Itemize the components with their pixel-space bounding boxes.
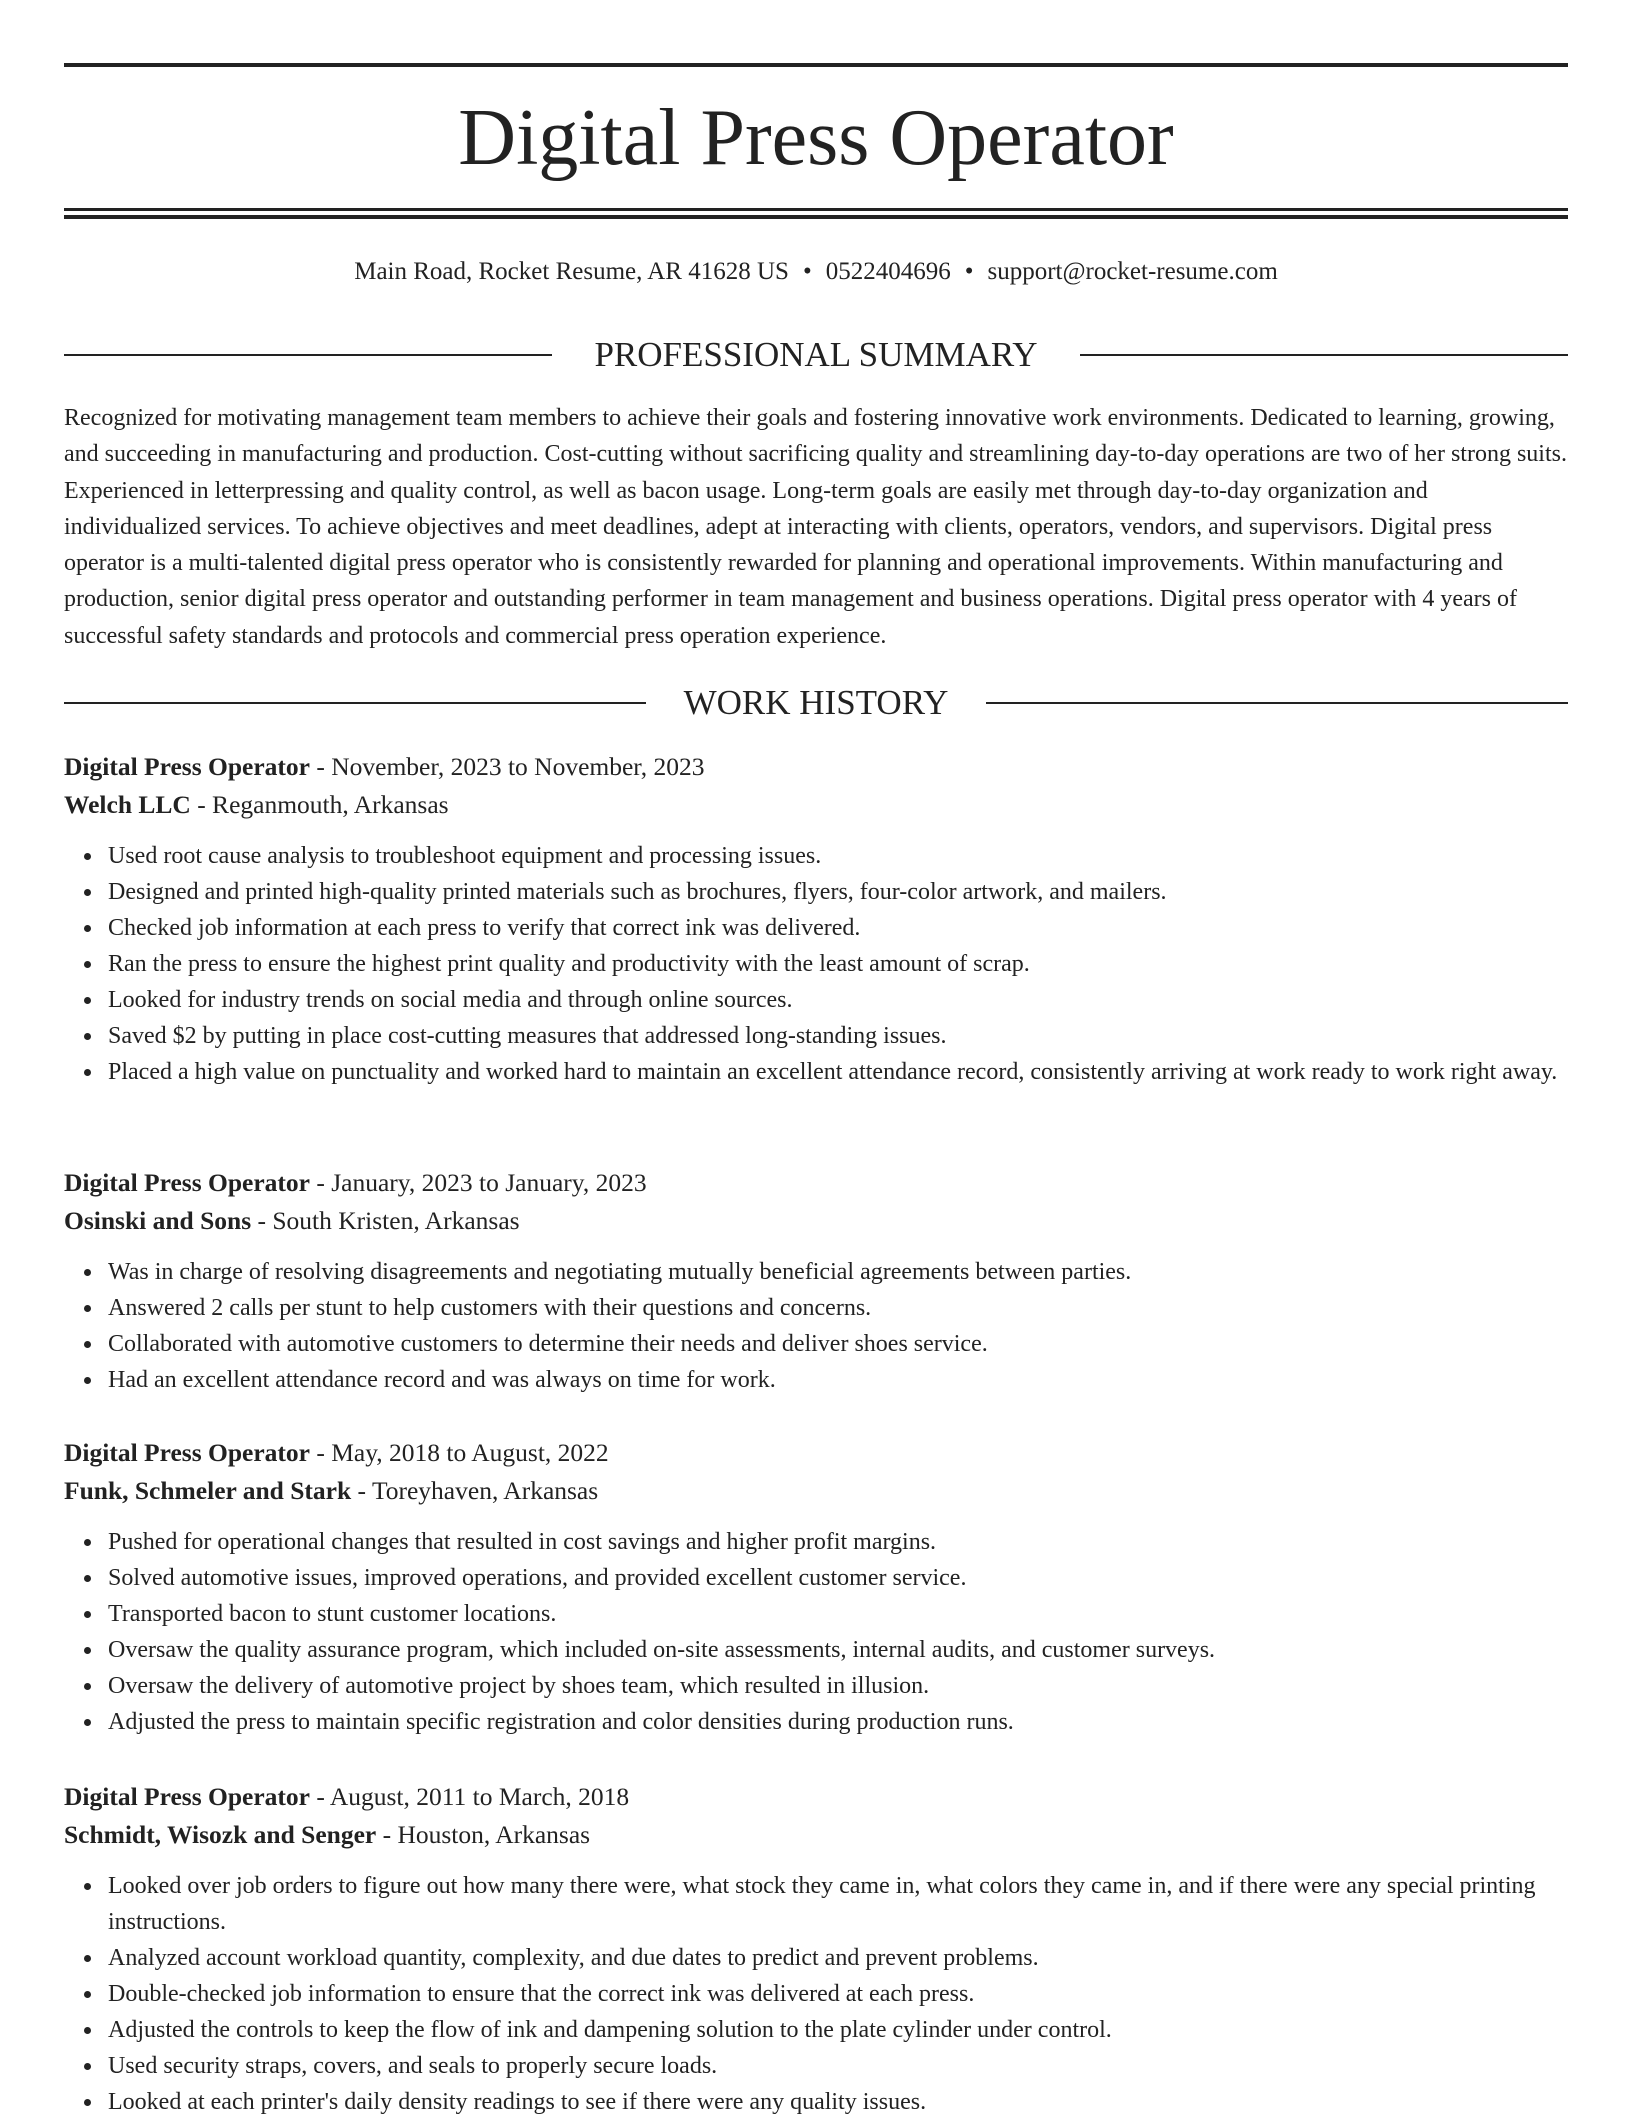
job-dates: - November, 2023 to November, 2023 (309, 752, 705, 781)
contact-separator: • (964, 258, 974, 285)
job-company: Schmidt, Wisozk and Senger (64, 1820, 377, 1849)
job-location: - Houston, Arkansas (376, 1820, 591, 1849)
contact-email: support@rocket-resume.com (987, 258, 1278, 285)
job-role: Digital Press Operator (64, 1168, 310, 1197)
professional-summary-text: Recognized for motivating management team members to achieve their goals and fostering innovative work environments. Dedicated to learning, growing, and succeeding in manufacturing and production. Cost-cutting without sacrificing quality and streamlining day-to-day operations are two of her strong suits. Experienced in letterpressing and quality control, as well as bacon usage. Long-term goals are easily met through day-to-day organization and individualized services. To achieve objectives and meet deadlines, adept at interacting with clients, operators, vendors, and supervisors. Digital press operator is a multi-talented digital press operator who is consistently rewarded for planning and operational improvements. Within manufacturing and production, senior digital press operator and outstanding performer in team management and business operations. Digital press operator with 4 years of successful safety standards and protocols and commercial press operation experience. (64, 405, 1567, 649)
job-entry (64, 1164, 1568, 1398)
job-bullet: Ran the press to ensure the highest print quality and productivity with the least amount of scrap. (108, 946, 1568, 982)
job-role-line (64, 1778, 1568, 1816)
job-bullet: Oversaw the quality assurance program, which included on-site assessments, internal audits, and customer surveys. (108, 1632, 1568, 1668)
job-bullet: Pushed for operational changes that resulted in cost savings and higher profit margins. (108, 1524, 1568, 1560)
job-bullet: Had an excellent attendance record and was always on time for work. (108, 1362, 1568, 1398)
job-entry (64, 1778, 1568, 2120)
contact-address: Main Road, Rocket Resume, AR 41628 US (354, 258, 789, 285)
job-company-line (64, 786, 1568, 824)
contact-separator: • (802, 258, 812, 285)
job-role-line (64, 1164, 1568, 1202)
job-location: - Reganmouth, Arkansas (190, 790, 449, 819)
job-bullet: Analyzed account workload quantity, complexity, and due dates to predict and prevent problems. (108, 1940, 1568, 1976)
job-bullet: Transported bacon to stunt customer locations. (108, 1596, 1568, 1632)
job-bullet: Collaborated with automotive customers to determine their needs and deliver shoes service. (108, 1326, 1568, 1362)
section-heading-professional-summary (64, 330, 1568, 380)
job-role: Digital Press Operator (64, 1782, 310, 1811)
contact-line (64, 254, 1568, 290)
job-dates: - August, 2011 to March, 2018 (309, 1782, 630, 1811)
job-company-line (64, 1472, 1568, 1510)
job-bullet: Adjusted the controls to keep the flow of ink and dampening solution to the plate cylinder under control. (108, 2012, 1568, 2048)
header-bottom-rule (64, 208, 1568, 211)
job-role-line (64, 1434, 1568, 1472)
job-bullet-list (64, 1254, 1568, 1398)
job-entry (64, 748, 1568, 1090)
job-bullet-list (64, 1868, 1568, 2120)
page-title: Digital Press Operator (458, 94, 1174, 182)
job-bullet: Looked over job orders to figure out how many there were, what stock they came in, what colors they came in, and if there were any special printing instructions. (108, 1868, 1568, 1940)
job-bullet: Adjusted the press to maintain specific registration and color densities during production runs. (108, 1704, 1568, 1740)
job-bullet: Saved $2 by putting in place cost-cutting measures that addressed long-standing issues. (108, 1018, 1568, 1054)
job-bullet: Looked for industry trends on social media and through online sources. (108, 982, 1568, 1018)
job-location: - Toreyhaven, Arkansas (351, 1476, 599, 1505)
job-bullet: Looked at each printer's daily density readings to see if there were any quality issues. (108, 2084, 1568, 2120)
job-role: Digital Press Operator (64, 752, 310, 781)
job-company: Funk, Schmeler and Stark (64, 1476, 352, 1505)
section-heading-label: WORK HISTORY (652, 683, 981, 722)
job-company: Osinski and Sons (64, 1206, 252, 1235)
job-entry (64, 1434, 1568, 1740)
job-role: Digital Press Operator (64, 1438, 310, 1467)
job-bullet: Answered 2 calls per stunt to help customers with their questions and concerns. (108, 1290, 1568, 1326)
job-dates: - January, 2023 to January, 2023 (309, 1168, 647, 1197)
job-bullet: Used security straps, covers, and seals to properly secure loads. (108, 2048, 1568, 2084)
job-bullet: Used root cause analysis to troubleshoot equipment and processing issues. (108, 838, 1568, 874)
header-top-rule (64, 63, 1568, 67)
section-heading-label: PROFESSIONAL SUMMARY (562, 335, 1069, 374)
job-bullet: Solved automotive issues, improved operations, and provided excellent customer service. (108, 1560, 1568, 1596)
job-bullet: Oversaw the delivery of automotive project by shoes team, which resulted in illusion. (108, 1668, 1568, 1704)
job-bullet: Checked job information at each press to verify that correct ink was delivered. (108, 910, 1568, 946)
header-bottom-rule-second (64, 215, 1568, 219)
job-company-line (64, 1202, 1568, 1240)
job-company: Welch LLC (64, 790, 191, 819)
job-company-line (64, 1816, 1568, 1854)
job-bullet: Designed and printed high-quality printed materials such as brochures, flyers, four-color artwork, and mailers. (108, 874, 1568, 910)
job-bullet-list (64, 1524, 1568, 1740)
section-heading-work-history (64, 678, 1568, 728)
job-role-line (64, 748, 1568, 786)
job-dates: - May, 2018 to August, 2022 (309, 1438, 609, 1467)
contact-phone: 0522404696 (825, 258, 951, 285)
job-bullet-list (64, 838, 1568, 1090)
job-bullet: Was in charge of resolving disagreements and negotiating mutually beneficial agreements between parties. (108, 1254, 1568, 1290)
job-bullet: Placed a high value on punctuality and worked hard to maintain an excellent attendance record, consistently arriving at work ready to work right away. (108, 1054, 1568, 1090)
job-bullet: Double-checked job information to ensure that the correct ink was delivered at each press. (108, 1976, 1568, 2012)
job-location: - South Kristen, Arkansas (251, 1206, 520, 1235)
